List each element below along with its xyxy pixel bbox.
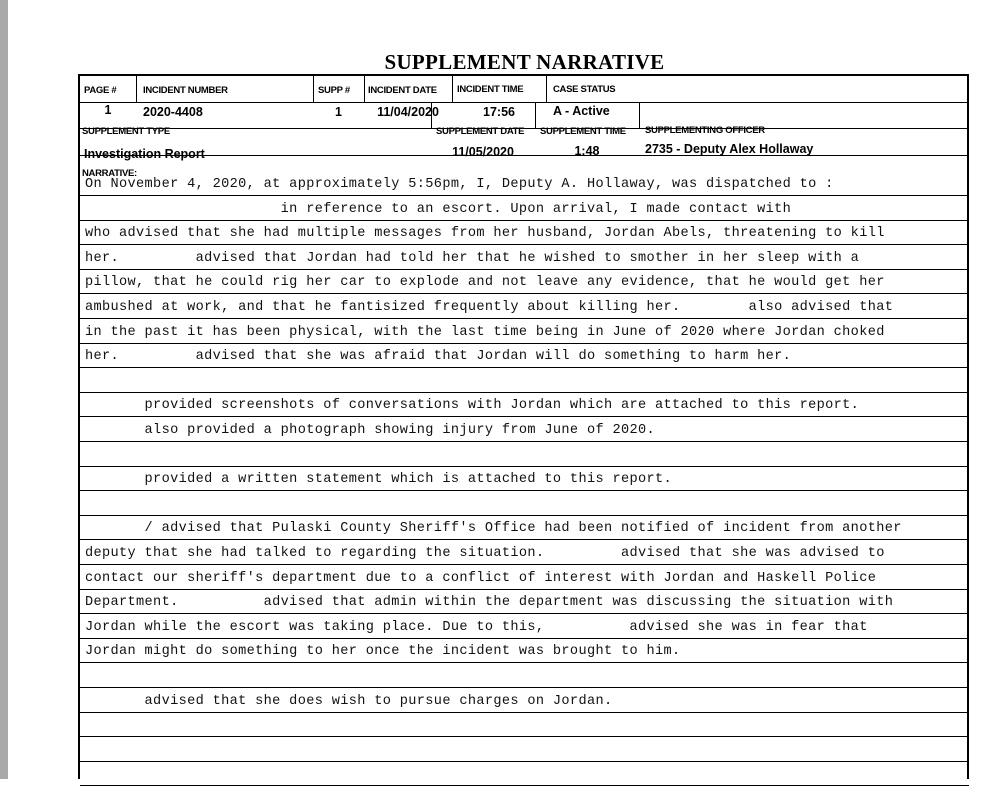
narrative-rule [80, 490, 969, 491]
supplement-time-label: SUPPLEMENT TIME [540, 126, 626, 137]
supp-number-label: SUPP # [318, 85, 350, 96]
narrative-rule [80, 761, 969, 762]
narrative-rule [80, 589, 969, 590]
narrative-line: provided a written statement which is attached to this report. [85, 472, 673, 488]
narrative-rule [80, 638, 969, 639]
case-status-label: CASE STATUS [553, 84, 616, 95]
divider [452, 76, 453, 102]
incident-date-value: 11/04/2020 [377, 105, 439, 119]
narrative-rule [80, 539, 969, 540]
supplement-form [78, 74, 969, 779]
narrative-line: advised that she does wish to pursue charges on Jordan. [85, 693, 613, 709]
narrative-line: also provided a photograph showing injury from June of 2020. [85, 423, 656, 438]
case-status-value: A - Active [553, 104, 610, 118]
narrative-line: pillow, that he could rig her car to explode and not leave any evidence, that he would get her [85, 275, 885, 291]
narrative-rule [80, 712, 969, 713]
narrative-line: Jordan might do something to her once the incident was brought to him. [85, 644, 681, 660]
narrative-line: contact our sheriff's department due to a conflict of interest with Jordan and Haskell Police [85, 570, 877, 586]
supplement-type-value: Investigation Report [84, 147, 205, 161]
narrative-line: in reference to an escort. Upon arrival, I made contact with [85, 201, 792, 217]
supplementing-officer-value: 2735 - Deputy Alex Hollaway [645, 142, 814, 156]
divider [546, 76, 547, 102]
supplement-type-label: SUPPLEMENT TYPE [82, 126, 170, 137]
narrative-rule [80, 466, 969, 467]
narrative-rule [80, 515, 969, 516]
divider [639, 102, 640, 128]
narrative-rule [80, 441, 969, 442]
document-page [78, 0, 971, 779]
narrative-rule [80, 220, 969, 221]
narrative-line: her. advised that she was afraid that Jordan will do something to harm her. [85, 349, 792, 365]
header-row1-bottom [80, 102, 969, 103]
narrative-rule [80, 662, 969, 663]
narrative-rule [80, 343, 969, 344]
supplementing-officer-label: SUPPLEMENTING OFFICER [645, 125, 765, 136]
incident-date-label: INCIDENT DATE [368, 85, 437, 96]
narrative-line: deputy that she had talked to regarding the situation. advised that she was advised to [85, 546, 885, 561]
narrative-rule [80, 269, 969, 270]
narrative-rule [80, 367, 969, 368]
incident-number-value: 2020-4408 [143, 105, 203, 119]
supp-number-value: 1 [335, 105, 342, 119]
scan-left-edge [0, 0, 8, 779]
page-number-label: PAGE # [84, 85, 117, 96]
narrative-rule [80, 318, 969, 319]
narrative-rule [80, 293, 969, 294]
narrative-line: in the past it has been physical, with the last time being in June of 2020 where Jordan choked [85, 324, 885, 340]
narrative-rule [80, 613, 969, 614]
narrative-line: who advised that she had multiple messages from her husband, Jordan Abels, threatening to kill [85, 226, 885, 242]
narrative-rule [80, 195, 969, 196]
narrative-line: On November 4, 2020, at approximately 5:56pm, I, Deputy A. Hollaway, was dispatched to : [85, 177, 834, 192]
narrative-line: ambushed at work, and that he fantisized frequently about killing her. also advised that [85, 300, 894, 315]
narrative-rule [80, 687, 969, 688]
narrative-rule [80, 736, 969, 737]
narrative-line: Department. advised that admin within the department was discussing the situation with [85, 595, 894, 611]
header-row2-bottom [80, 128, 969, 129]
narrative-label: NARRATIVE: [82, 168, 137, 179]
supplement-date-value: 11/05/2020 [452, 145, 514, 159]
divider [313, 76, 314, 102]
supplement-time-value: 1:48 [574, 144, 600, 158]
divider [364, 76, 365, 102]
document-title: SUPPLEMENT NARRATIVE [384, 50, 665, 74]
incident-number-label: INCIDENT NUMBER [143, 85, 228, 96]
narrative-rule [80, 244, 969, 245]
supplement-date-label: SUPPLEMENT DATE [436, 126, 525, 137]
narrative-rule [80, 416, 969, 417]
narrative-line: her. advised that Jordan had told her that he wished to smother in her sleep with a [85, 250, 860, 266]
page-number-value: 1 [104, 103, 112, 117]
narrative-rule [80, 392, 969, 393]
incident-time-label: INCIDENT TIME [457, 84, 524, 95]
narrative-line: provided screenshots of conversations with Jordan which are attached to this report. [85, 398, 860, 414]
narrative-line: / advised that Pulaski County Sheriff's Office had been notified of incident from another [85, 521, 902, 537]
narrative-line: Jordan while the escort was taking place. Due to this, advised she was in fear that [85, 619, 868, 635]
divider [136, 76, 137, 102]
narrative-rule [80, 564, 969, 565]
incident-time-value: 17:56 [483, 105, 515, 119]
